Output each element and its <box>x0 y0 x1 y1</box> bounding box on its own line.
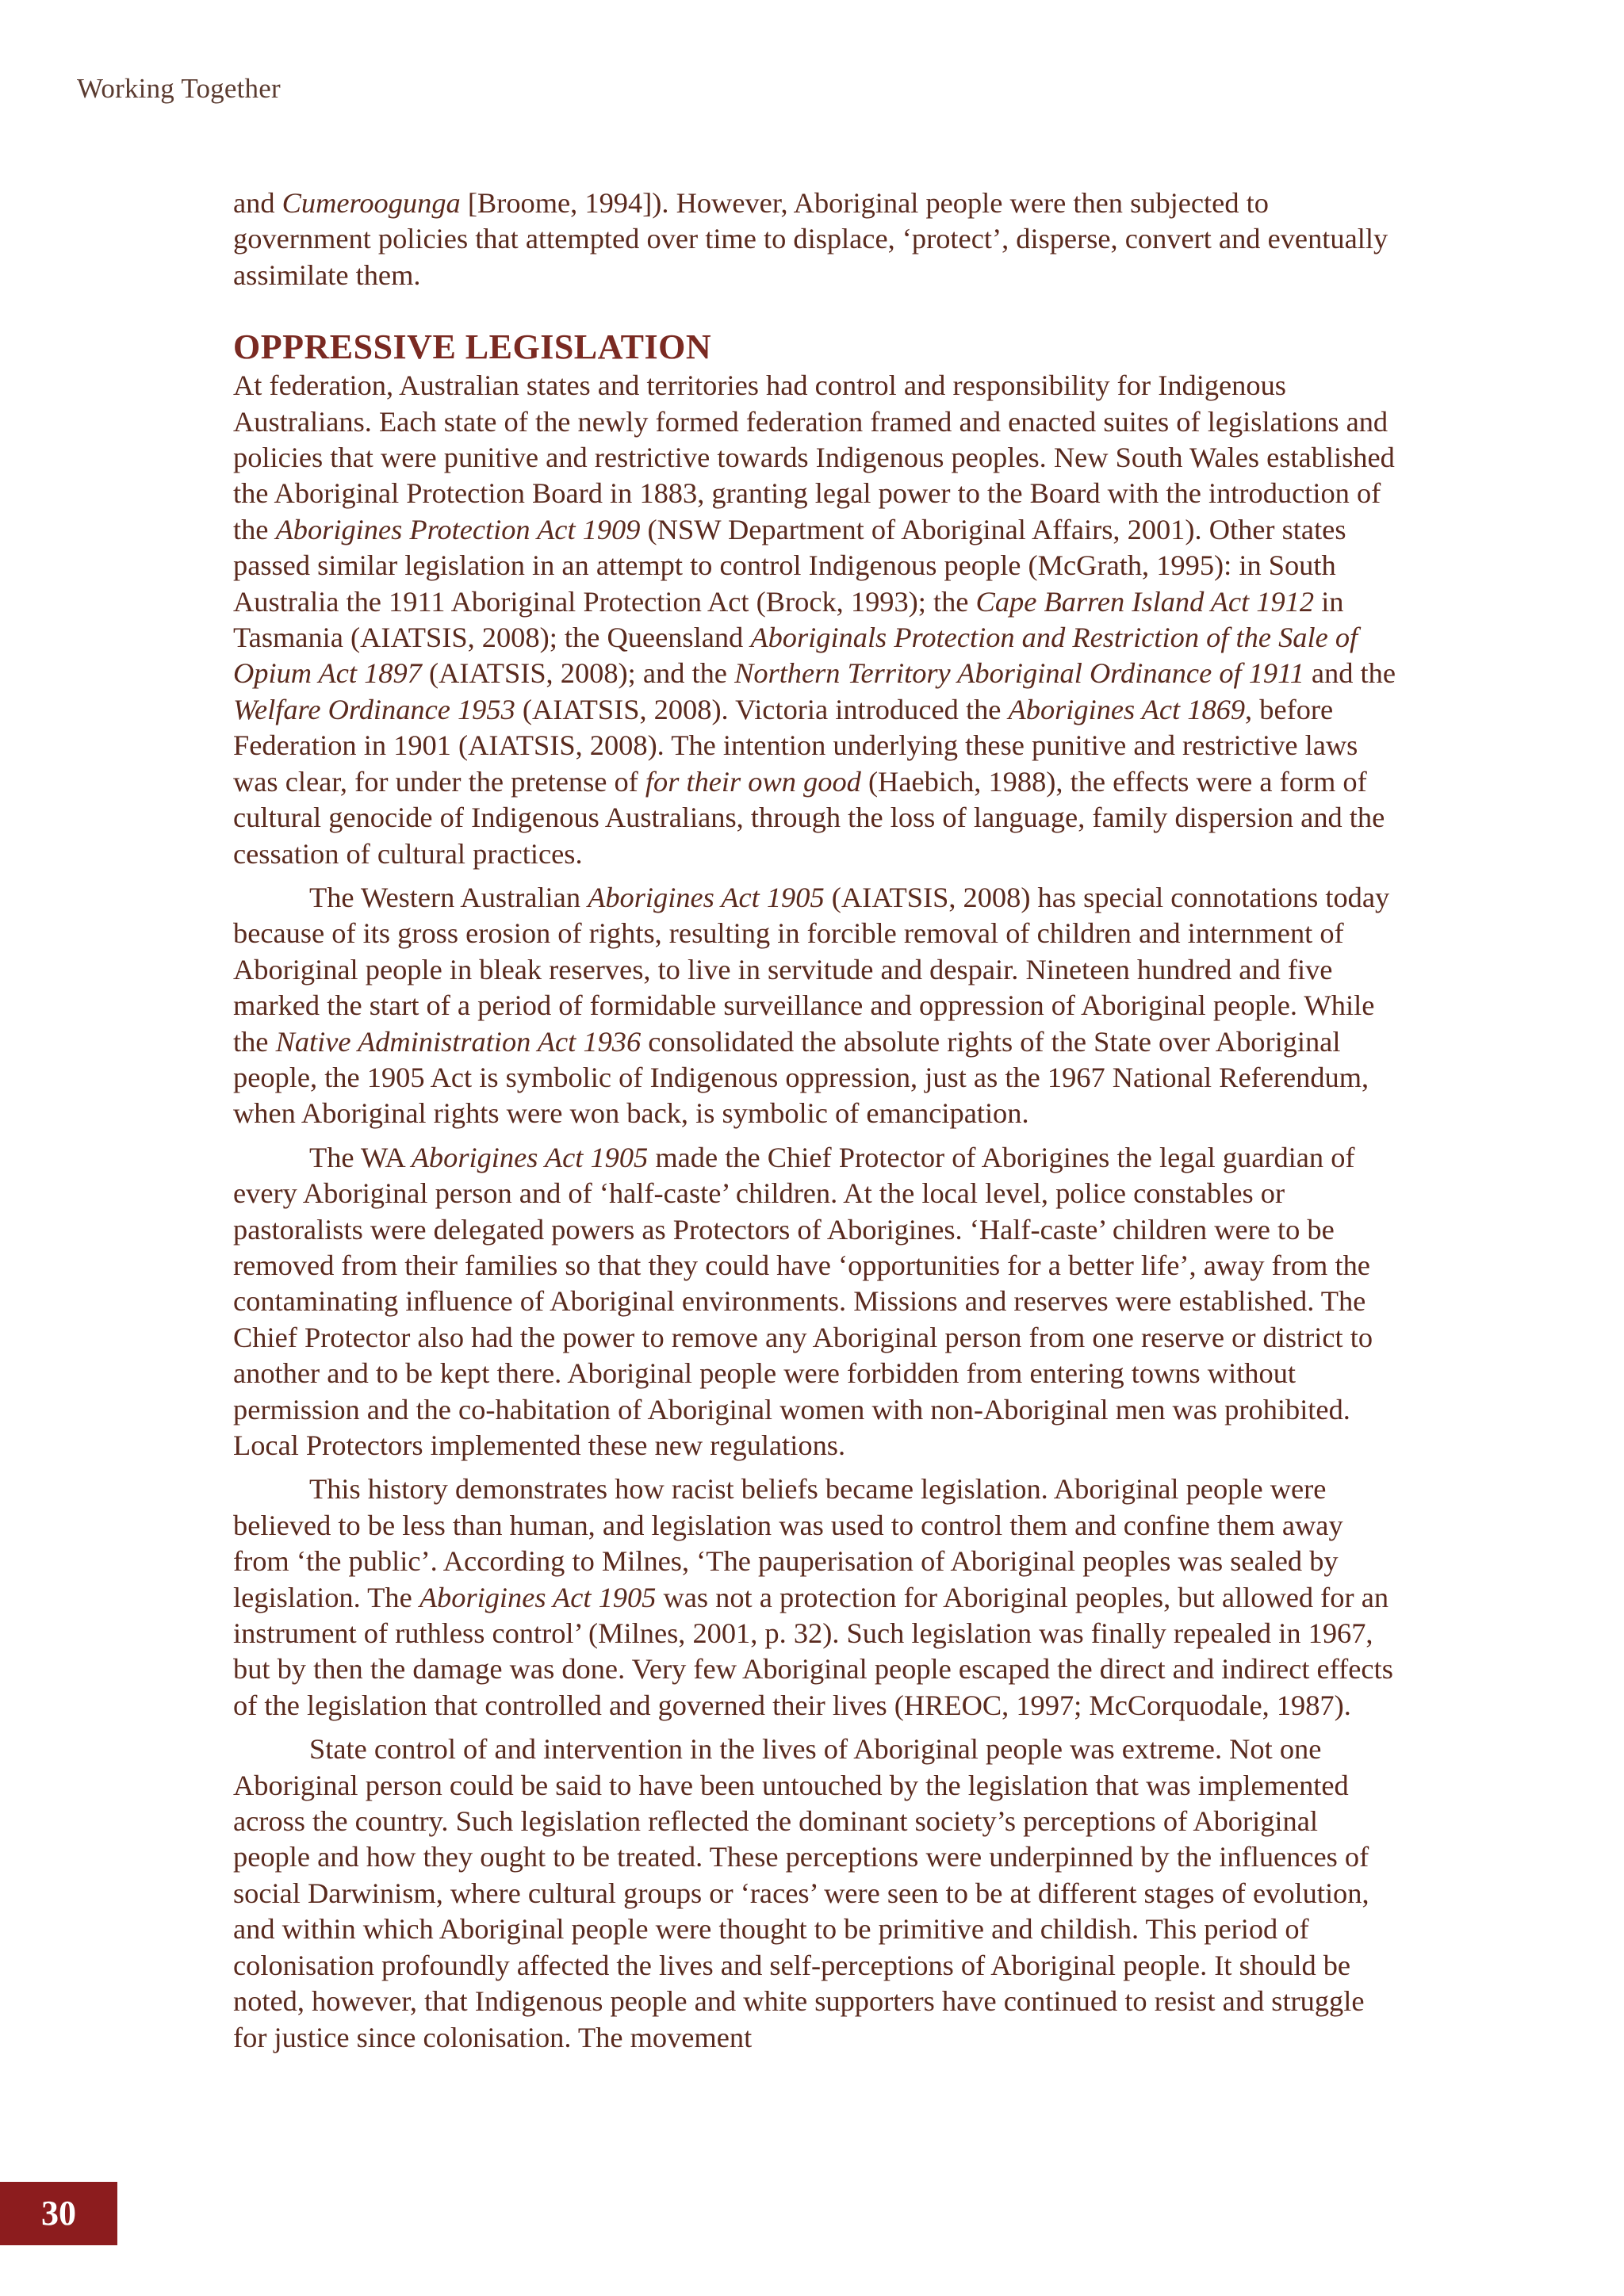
italic-title: Aborigines Act 1905 <box>419 1581 657 1613</box>
italic-title: Native Administration Act 1936 <box>275 1025 642 1058</box>
italic-title: Cumeroogunga <box>282 187 461 219</box>
italic-title: Northern Territory Aboriginal Ordinance of 1911 <box>734 657 1304 690</box>
paragraph-continued: and Cumeroogunga [Broome, 1994]). However, Aboriginal people were then subjected to government policies that attempted over time to displace, ‘protect’, disperse, convert and eventually assimilate them. <box>233 187 1388 291</box>
italic-title: Welfare Ordinance 1953 <box>233 693 515 725</box>
italic-title: Aboriginals Protection and Restriction of the Sale of Opium Act 1897 <box>233 622 1358 690</box>
paragraph-wa-act: The Western Australian Aborigines Act 1905 (AIATSIS, 2008) has special connotations today because of its gross erosion of rights, resulting in forcible removal of children and internment of Aboriginal people in bleak reserves, to live in servitude and despair. Nineteen hundred and five marked the start of a period of formidable surveillance and oppression of Aboriginal people. While the Native Administration Act 1936 consolidated the absolute rights of the State over Aboriginal people, the 1905 Act is symbolic of Indigenous oppression, just as the 1967 National Referendum, when Aboriginal rights were won back, is symbolic of emancipation. <box>233 881 1390 1130</box>
running-header: Working Together <box>77 73 281 104</box>
italic-title: Aborigines Protection Act 1909 <box>275 513 641 545</box>
italic-title: for their own good <box>645 765 861 798</box>
italic-title: Aborigines Act 1869 <box>1008 693 1246 725</box>
body-text <box>233 186 1399 2056</box>
paragraph-racist-beliefs: This history demonstrates how racist beliefs became legislation. Aboriginal people were believed to be less than human, and legislation was used to control them and confine them away from ‘the public’. According to Milnes, ‘The pauperisation of Aboriginal peoples was sealed by legislation. The Aborigines Act 1905 was not a protection for Aboriginal peoples, but allowed for an instrument of ruthless control’ (Milnes, 2001, p. 32). Such legislation was finally repealed in 1967, but by then the damage was done. Very few Aboriginal people escaped the direct and indirect effects of the legislation that controlled and governed their lives (HREOC, 1997; McCorquodale, 1987). <box>233 1473 1393 1721</box>
paragraph-state-control: State control of and intervention in the lives of Aboriginal people was extreme. Not one Aboriginal person could be said to have been untouched by the legislation that was implemented across the country. Such legislation reflected the dominant society’s perceptions of Aboriginal people and how they ought to be treated. These perceptions were underpinned by the influences of social Darwinism, where cultural groups or ‘races’ were seen to be at different stages of evolution, and within which Aboriginal people were thought to be primitive and childish. This period of colonisation profoundly affected the lives and self-perceptions of Aboriginal people. It should be noted, however, that Indigenous people and white supporters have continued to resist and struggle for justice since colonisation. The movement <box>233 1733 1369 2053</box>
italic-title: Cape Barren Island Act 1912 <box>975 585 1315 618</box>
italic-title: Aborigines Act 1905 <box>411 1141 649 1173</box>
paragraph-chief-protector: The WA Aborigines Act 1905 made the Chief Protector of Aborigines the legal guardian of every Aboriginal person and of ‘half-caste’ children. At the local level, police constables or pastoralists were delegated powers as Protectors of Aborigines. ‘Half-caste’ children were to be removed from their families so that they could have ‘opportunities for a better life’, away from the contaminating influence of Aboriginal environments. Missions and reserves were established. The Chief Protector also had the power to remove any Aboriginal person from one reserve or district to another and to be kept there. Aboriginal people were forbidden from entering towns without permission and the co-habitation of Aboriginal women with non-Aboriginal men was prohibited. Local Protectors implemented these new regulations. <box>233 1141 1373 1461</box>
section-heading: OPPRESSIVE LEGISLATION <box>233 327 712 367</box>
page-number: 30 <box>0 2182 117 2245</box>
italic-title: Aborigines Act 1905 <box>588 881 825 913</box>
paragraph-federation: At federation, Australian states and territories had control and responsibility for Indigenous Australians. Each state of the newly formed federation framed and enacted suites of legislations and policies that were punitive and restrictive towards Indigenous peoples. New South Wales established the Aboriginal Protection Board in 1883, granting legal power to the Board with the introduction of the Aborigines Protection Act 1909 (NSW Department of Aboriginal Affairs, 2001). Other states passed similar legislation in an attempt to control Indigenous people (McGrath, 1995): in South Australia the 1911 Aboriginal Protection Act (Brock, 1993); the Cape Barren Island Act 1912 in Tasmania (AIATSIS, 2008); the Queensland Aboriginals Protection and Restriction of the Sale of Opium Act 1897 (AIATSIS, 2008); and the Northern Territory Aboriginal Ordinance of 1911 and the Welfare Ordinance 1953 (AIATSIS, 2008). Victoria introduced the Aborigines Act 1869, before Federation in 1901 (AIATSIS, 2008). The intention underlying these punitive and restrictive laws was clear, for under the pretense of for their own good (Haebich, 1988), the effects were a form of cultural genocide of Indigenous Australians, through the loss of language, family dispersion and the cessation of cultural practices. <box>233 369 1396 870</box>
